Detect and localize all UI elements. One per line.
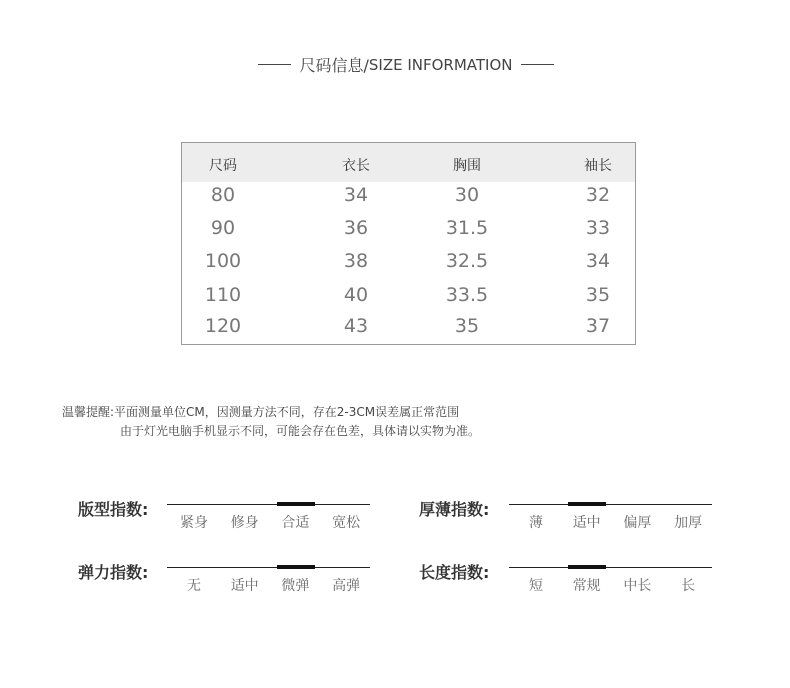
header-chest: 胸围 xyxy=(453,158,481,174)
index-option: 加厚 xyxy=(674,515,703,531)
table-cell: 35 xyxy=(454,315,480,337)
index-marker xyxy=(568,565,606,569)
table-cell: 33.5 xyxy=(445,284,489,306)
table-cell: 110 xyxy=(204,284,242,306)
table-cell: 36 xyxy=(343,217,369,239)
index-option: 长 xyxy=(681,578,696,594)
table-cell: 32 xyxy=(585,184,611,206)
table-cell: 35 xyxy=(585,284,611,306)
table-cell: 34 xyxy=(343,184,369,206)
index-option: 适中 xyxy=(572,515,601,531)
header-length: 衣长 xyxy=(342,158,370,174)
index-track xyxy=(509,567,712,568)
header-sleeve: 袖长 xyxy=(584,158,612,174)
index-option: 高弹 xyxy=(332,578,361,594)
table-cell: 32.5 xyxy=(445,250,489,272)
table-cell: 34 xyxy=(585,250,611,272)
index-option: 适中 xyxy=(230,578,259,594)
table-cell: 100 xyxy=(204,250,242,272)
index-track xyxy=(509,504,712,505)
table-cell: 33 xyxy=(585,217,611,239)
title-divider-left xyxy=(258,64,291,65)
table-cell: 80 xyxy=(210,184,236,206)
index-marker xyxy=(277,502,315,506)
index-option: 无 xyxy=(187,578,201,594)
table-cell: 120 xyxy=(204,315,242,337)
table-cell: 31.5 xyxy=(445,217,489,239)
index-option: 紧身 xyxy=(180,515,208,531)
index-option: 修身 xyxy=(230,515,259,531)
table-cell: 40 xyxy=(343,284,369,306)
index-label: 弹力指数: xyxy=(78,563,149,582)
index-option: 合适 xyxy=(281,515,310,531)
index-option: 偏厚 xyxy=(623,515,652,531)
table-header xyxy=(182,143,635,182)
index-label: 长度指数: xyxy=(419,563,490,582)
title-divider-right xyxy=(521,64,554,65)
title-cn: 尺码信息/ xyxy=(299,56,369,75)
table-cell: 30 xyxy=(454,184,480,206)
table-cell: 90 xyxy=(210,217,236,239)
index-option: 微弹 xyxy=(281,578,310,594)
note-line-2: 由于灯光电脑手机显示不同，可能会存在色差，具体请以实物为准。 xyxy=(120,424,481,438)
index-marker xyxy=(568,502,606,506)
index-label: 版型指数: xyxy=(78,500,149,519)
size-table xyxy=(181,142,636,345)
section-title xyxy=(0,53,790,76)
table-cell: 38 xyxy=(343,250,369,272)
header-size: 尺码 xyxy=(209,158,237,174)
index-option: 中长 xyxy=(623,578,652,594)
index-marker xyxy=(277,565,315,569)
index-label: 厚薄指数: xyxy=(419,500,490,519)
index-option: 薄 xyxy=(529,515,543,531)
table-cell: 37 xyxy=(585,315,611,337)
title-en: SIZE INFORMATION xyxy=(368,55,513,74)
index-option: 短 xyxy=(529,578,543,594)
note-line-1: 温馨提醒:平面测量单位CM，因测量方法不同，存在2-3CM误差属正常范围 xyxy=(62,405,460,419)
index-track xyxy=(167,504,370,505)
table-cell: 43 xyxy=(343,315,369,337)
measurement-note xyxy=(62,403,480,441)
index-track xyxy=(167,567,370,568)
index-option: 常规 xyxy=(572,578,601,594)
index-option: 宽松 xyxy=(332,515,361,531)
